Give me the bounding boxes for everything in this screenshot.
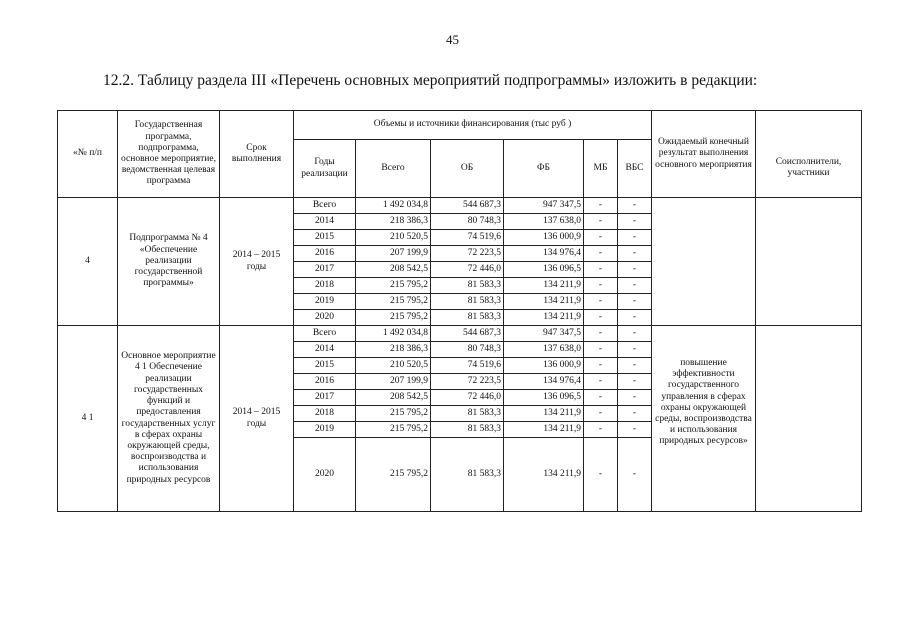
year-cell: 2018: [294, 406, 356, 422]
mb-cell: -: [584, 262, 618, 278]
header-period: Срок выполнения: [220, 111, 294, 198]
mb-cell: -: [584, 230, 618, 246]
vbs-cell: -: [618, 390, 652, 406]
total-cell: 215 795,2: [356, 294, 431, 310]
year-cell: 2014: [294, 214, 356, 230]
total-cell: 215 795,2: [356, 438, 431, 512]
fb-cell: 947 347,5: [504, 198, 584, 214]
ob-cell: 544 687,3: [431, 326, 504, 342]
fb-cell: 136 000,9: [504, 230, 584, 246]
ob-cell: 81 583,3: [431, 278, 504, 294]
vbs-cell: -: [618, 374, 652, 390]
total-cell: 218 386,3: [356, 342, 431, 358]
vbs-cell: -: [618, 310, 652, 326]
year-cell: 2016: [294, 374, 356, 390]
vbs-cell: -: [618, 438, 652, 512]
mb-cell: -: [584, 198, 618, 214]
funding-table: [57, 110, 862, 512]
mb-cell: -: [584, 342, 618, 358]
mb-cell: -: [584, 374, 618, 390]
header-years: Годы реализации: [294, 140, 356, 198]
fb-cell: 134 211,9: [504, 406, 584, 422]
fb-cell: 137 638,0: [504, 214, 584, 230]
vbs-cell: -: [618, 230, 652, 246]
vbs-cell: -: [618, 214, 652, 230]
row-number: 4 1: [58, 326, 118, 512]
vbs-cell: -: [618, 294, 652, 310]
ob-cell: 81 583,3: [431, 438, 504, 512]
expected-result: повышение эффективности государственного управления в сферах охраны окружающей среды, воспроизводства и использования природных ресурсов»: [652, 326, 756, 512]
fb-cell: 134 211,9: [504, 294, 584, 310]
ob-cell: 72 446,0: [431, 262, 504, 278]
ob-cell: 74 519,6: [431, 358, 504, 374]
fb-cell: 136 000,9: [504, 358, 584, 374]
mb-cell: -: [584, 422, 618, 438]
ob-cell: 72 446,0: [431, 390, 504, 406]
fb-cell: 134 211,9: [504, 422, 584, 438]
vbs-cell: -: [618, 198, 652, 214]
total-cell: 215 795,2: [356, 422, 431, 438]
total-cell: 215 795,2: [356, 278, 431, 294]
ob-cell: 80 748,3: [431, 342, 504, 358]
year-cell: 2015: [294, 230, 356, 246]
year-cell: 2020: [294, 438, 356, 512]
mb-cell: -: [584, 294, 618, 310]
section-heading: 12.2. Таблицу раздела III «Перечень основных мероприятий подпрограммы» изложить в редакции:: [103, 72, 758, 89]
year-cell: 2018: [294, 278, 356, 294]
vbs-cell: -: [618, 342, 652, 358]
fb-cell: 134 211,9: [504, 438, 584, 512]
total-cell: 210 520,5: [356, 230, 431, 246]
total-cell: 215 795,2: [356, 406, 431, 422]
header-total: Всего: [356, 140, 431, 198]
vbs-cell: -: [618, 246, 652, 262]
table-row: [58, 326, 862, 342]
header-ob: ОБ: [431, 140, 504, 198]
total-cell: 207 199,9: [356, 246, 431, 262]
year-cell: 2019: [294, 294, 356, 310]
year-cell: 2020: [294, 310, 356, 326]
mb-cell: -: [584, 278, 618, 294]
year-cell: Всего: [294, 326, 356, 342]
header-mb: МБ: [584, 140, 618, 198]
mb-cell: -: [584, 310, 618, 326]
mb-cell: -: [584, 406, 618, 422]
vbs-cell: -: [618, 358, 652, 374]
year-cell: 2017: [294, 262, 356, 278]
execution-period: 2014 – 2015 годы: [220, 326, 294, 512]
program-name: Подпрограмма № 4 «Обеспечение реализации государственной программы»: [118, 198, 220, 326]
header-program: Государственная программа, подпрограмма, основное мероприятие, ведомственная целевая программа: [118, 111, 220, 198]
year-cell: 2017: [294, 390, 356, 406]
year-cell: 2016: [294, 246, 356, 262]
header-funding: Объемы и источники финансирования (тыс руб ): [294, 111, 652, 140]
total-cell: 208 542,5: [356, 262, 431, 278]
header-fb: ФБ: [504, 140, 584, 198]
total-cell: 218 386,3: [356, 214, 431, 230]
mb-cell: -: [584, 214, 618, 230]
fb-cell: 134 976,4: [504, 246, 584, 262]
vbs-cell: -: [618, 278, 652, 294]
expected-result: [652, 198, 756, 326]
row-number: 4: [58, 198, 118, 326]
fb-cell: 136 096,5: [504, 390, 584, 406]
vbs-cell: -: [618, 406, 652, 422]
mb-cell: -: [584, 438, 618, 512]
year-cell: 2015: [294, 358, 356, 374]
vbs-cell: -: [618, 262, 652, 278]
vbs-cell: -: [618, 422, 652, 438]
header-num: «№ п/п: [58, 111, 118, 198]
page-number: 45: [446, 32, 459, 47]
ob-cell: 544 687,3: [431, 198, 504, 214]
year-cell: Всего: [294, 198, 356, 214]
header-result: Ожидаемый конечный результат выполнения основного мероприятия: [652, 111, 756, 198]
execution-period: 2014 – 2015 годы: [220, 198, 294, 326]
total-cell: 1 492 034,8: [356, 198, 431, 214]
ob-cell: 81 583,3: [431, 310, 504, 326]
mb-cell: -: [584, 358, 618, 374]
ob-cell: 81 583,3: [431, 294, 504, 310]
mb-cell: -: [584, 326, 618, 342]
fb-cell: 134 976,4: [504, 374, 584, 390]
year-cell: 2019: [294, 422, 356, 438]
table-row: [58, 198, 862, 214]
ob-cell: 80 748,3: [431, 214, 504, 230]
year-cell: 2014: [294, 342, 356, 358]
fb-cell: 136 096,5: [504, 262, 584, 278]
fb-cell: 134 211,9: [504, 310, 584, 326]
table-body: [58, 198, 862, 512]
header-vbs: ВБС: [618, 140, 652, 198]
ob-cell: 81 583,3: [431, 406, 504, 422]
ob-cell: 74 519,6: [431, 230, 504, 246]
fb-cell: 134 211,9: [504, 278, 584, 294]
mb-cell: -: [584, 390, 618, 406]
participants-cell: [756, 198, 862, 326]
total-cell: 210 520,5: [356, 358, 431, 374]
total-cell: 215 795,2: [356, 310, 431, 326]
ob-cell: 72 223,5: [431, 374, 504, 390]
total-cell: 208 542,5: [356, 390, 431, 406]
ob-cell: 72 223,5: [431, 246, 504, 262]
fb-cell: 947 347,5: [504, 326, 584, 342]
participants-cell: [756, 326, 862, 512]
total-cell: 207 199,9: [356, 374, 431, 390]
total-cell: 1 492 034,8: [356, 326, 431, 342]
fb-cell: 137 638,0: [504, 342, 584, 358]
vbs-cell: -: [618, 326, 652, 342]
ob-cell: 81 583,3: [431, 422, 504, 438]
program-name: Основное мероприятие 4 1 Обеспечение реализации государственных функций и предоставления государственных услуг в сферах охраны окружающей среды, воспроизводства и использования природных ресурсов: [118, 326, 220, 512]
header-participants: Соисполнители, участники: [756, 111, 862, 198]
mb-cell: -: [584, 246, 618, 262]
